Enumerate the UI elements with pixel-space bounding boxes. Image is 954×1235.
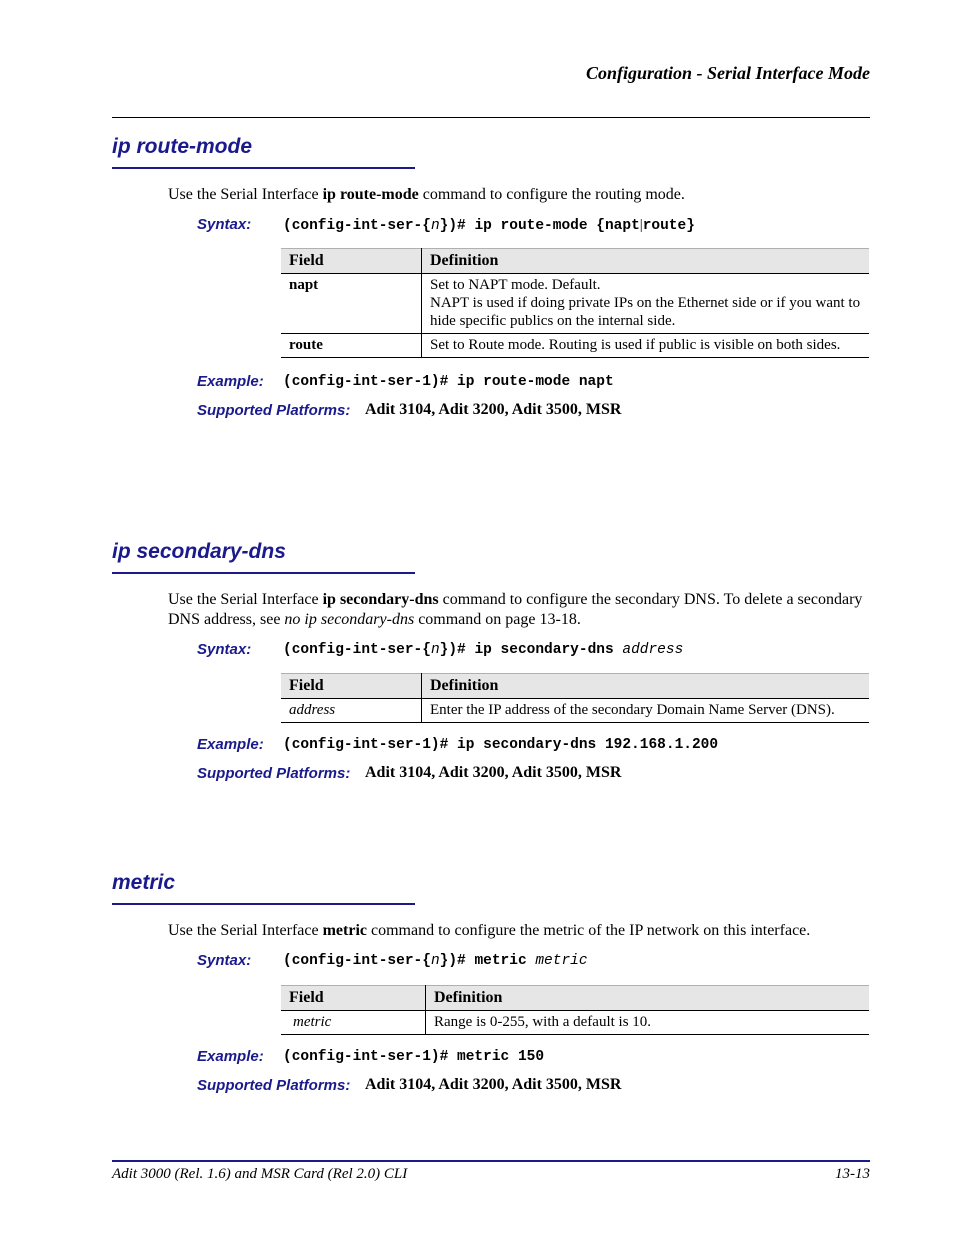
table-cell-field: address <box>281 699 422 723</box>
table-cell-field: napt <box>281 274 422 334</box>
running-header: Configuration - Serial Interface Mode <box>585 63 870 83</box>
table-cell-definition: Enter the IP address of the secondary Domain Name Server (DNS). <box>422 699 870 723</box>
example-label: Example: <box>197 736 264 753</box>
table-row <box>281 699 869 723</box>
section-underline <box>112 903 415 905</box>
syntax-label: Syntax: <box>197 641 252 658</box>
table-header-row <box>281 986 869 1011</box>
footer-document-title: Adit 3000 (Rel. 1.6) and MSR Card (Rel 2.0) CLI <box>112 1166 408 1182</box>
platforms-label: Supported Platforms: <box>197 1077 351 1094</box>
syntax-command: (config-int-ser-{n})# ip route-mode {napt|route} <box>283 217 695 234</box>
section-underline <box>112 572 415 574</box>
syntax-label: Syntax: <box>197 216 252 233</box>
table-cell-definition: Set to Route mode. Routing is used if public is visible on both sides. <box>422 334 870 358</box>
table-header-definition: Definition <box>426 986 870 1011</box>
section-title-metric: metric <box>112 871 176 894</box>
example-label: Example: <box>197 1048 264 1065</box>
platforms-label: Supported Platforms: <box>197 402 351 419</box>
table-cell-definition: Range is 0-255, with a default is 10. <box>426 1011 870 1035</box>
platforms-list: Adit 3104, Adit 3200, Adit 3500, MSR <box>365 401 622 418</box>
table-header-field: Field <box>281 986 426 1011</box>
table-header-row <box>281 674 869 699</box>
section-description: Use the Serial Interface ip route-mode command to configure the routing mode. <box>168 186 685 203</box>
example-command: (config-int-ser-1)# metric 150 <box>283 1049 545 1065</box>
table-cell-field: route <box>281 334 422 358</box>
footer-divider <box>112 1160 870 1162</box>
example-command: (config-int-ser-1)# ip secondary-dns 192.168.1.200 <box>283 737 719 753</box>
table-row <box>281 274 869 334</box>
platforms-list: Adit 3104, Adit 3200, Adit 3500, MSR <box>365 764 622 781</box>
table-header-definition: Definition <box>422 249 870 274</box>
table-header-definition: Definition <box>422 674 870 699</box>
syntax-label: Syntax: <box>197 952 252 969</box>
table-cell-definition: Set to NAPT mode. Default. NAPT is used if doing private IPs on the Ethernet side or if you want to hide specific publics on the internal side. <box>422 274 870 334</box>
table-header-field: Field <box>281 249 422 274</box>
syntax-command: (config-int-ser-{n})# ip secondary-dns address <box>283 642 684 658</box>
table-cell-field: metric <box>281 1011 426 1035</box>
example-label: Example: <box>197 373 264 390</box>
section-title-ip-secondary-dns: ip secondary-dns <box>112 540 286 563</box>
platforms-list: Adit 3104, Adit 3200, Adit 3500, MSR <box>365 1076 622 1093</box>
field-definition-table <box>281 673 869 723</box>
section-description: Use the Serial Interface metric command to configure the metric of the IP network on this interface. <box>168 922 811 939</box>
table-row <box>281 1011 869 1035</box>
section-underline <box>112 167 415 169</box>
platforms-label: Supported Platforms: <box>197 765 351 782</box>
footer-page-number: 13-13 <box>835 1166 870 1182</box>
section-description: Use the Serial Interface ip secondary-dns command to configure the secondary DNS. To delete a secondary DNS address, see no ip secondary-dns command on page 13-18. <box>168 591 863 628</box>
syntax-command: (config-int-ser-{n})# metric metric <box>283 953 588 969</box>
header-divider <box>112 117 870 118</box>
table-header-field: Field <box>281 674 422 699</box>
table-header-row <box>281 249 869 274</box>
field-definition-table <box>281 985 869 1035</box>
table-row <box>281 334 869 358</box>
field-definition-table <box>281 248 869 358</box>
section-title-ip-route-mode: ip route-mode <box>112 135 252 158</box>
example-command: (config-int-ser-1)# ip route-mode napt <box>283 374 614 390</box>
